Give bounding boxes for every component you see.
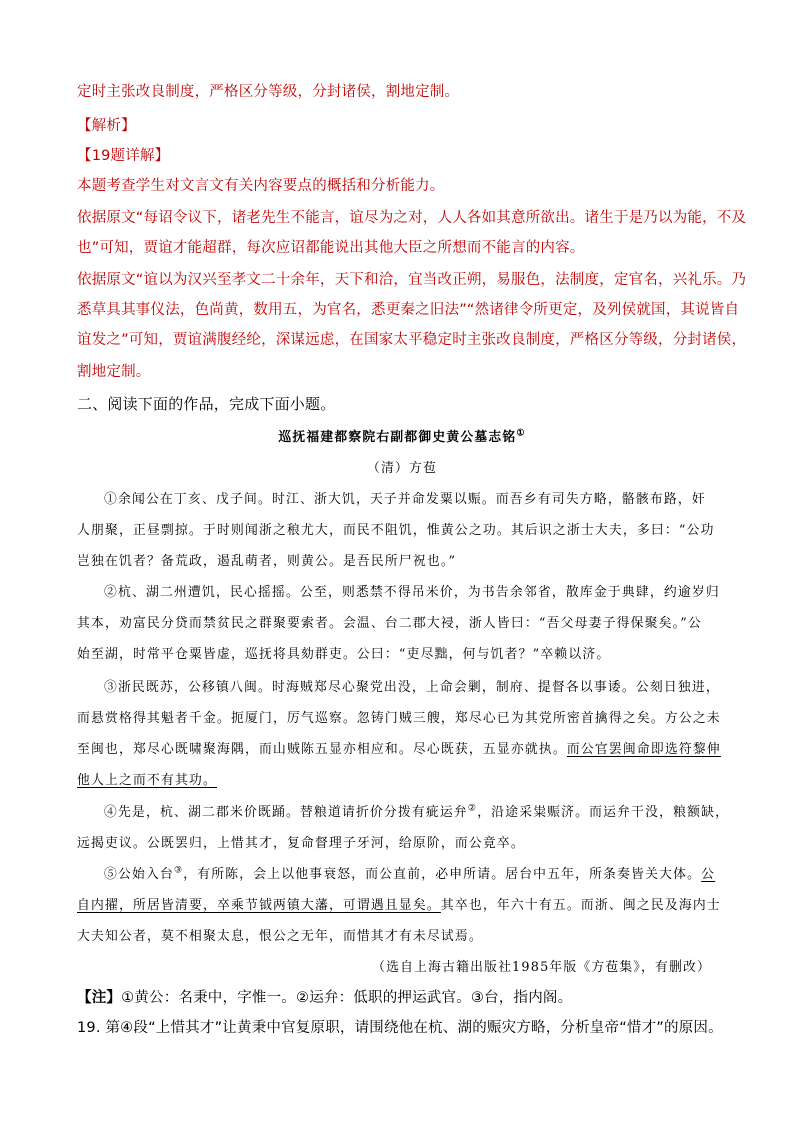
article-p5-line3: 大夫知公者，莫不相聚太息，恨公之无年，而惜其才有未尽试焉。 [77,929,483,944]
q19-para2-line3: 谊发之”可知，贾谊满腹经纶，深谋远虑，在国家太平稳定时主张改良制度，严格区分等级，分封诸侯， [77,332,747,348]
q19-para1-line2: 也”可知，贾谊才能超群，每次应诏都能说出其他大臣之所想而不能言的内容。 [77,240,585,256]
article-source: （选自上海古籍出版社1985年版《方苞集》，有删改） [372,960,711,975]
q19-heading: 【19题详解】 [77,148,170,164]
article-p3-underlined-b: 他人上之而不有其功。 [77,773,217,788]
article-p3-line1: ③浙民既苏，公移镇八闽。时海贼郑尽心聚党出没，上命会剿，制府、提督各以事诿。公刻日独进， [104,680,720,695]
article-p5-line2 [77,896,727,916]
q19-intro: 本题考查学生对文言文有关内容要点的概括和分析能力。 [77,178,445,194]
article-p2-line1: ②杭、湖二州遭饥，民心摇摇。公至，则悉禁不得吊米价，为书告余邻省，散库金于典肆，约逾岁归 [104,585,720,600]
article-p3-line2: 而悬赏格得其魁者千金。扼厦门，厉气巡察。忽铸门贼三艘，郑尽心已为其党所密首擒得之矣。方公之未 [77,711,721,726]
q19-para2-line1: 依据原文“谊以为汉兴至孝文二十余年，天下和洽，宜当改正朔，易服色，法制度，定官名，兴礼乐。乃 [77,272,747,288]
article-p5-line2-b: 其卒也，年六十有五。而浙、闽之民及海内士 [440,898,721,913]
notes-text: ①黄公：名秉中，字惟一。②运弁：低职的押运武官。③台，指内阁。 [121,990,573,1006]
notes [77,988,727,1008]
article-p5-note: ③ [173,865,184,876]
article-p5-line1-a: ⑤公始入台 [104,867,174,882]
question-19: 19. 第④段“上惜其才”让黄秉中官复原职，请围绕他在杭、湖的赈灾方略，分析皇帝“惜才”的原因。 [77,1020,723,1036]
article-p2-line2: 其本，劝富民分贷而禁贫民之群聚要索者。会温、台二郡大祲，浙人皆曰：“吾父母妻子得保聚矣。”公 [77,616,702,631]
article-p4-line1 [104,803,754,823]
analysis-heading: 【解析】 [77,118,136,134]
article-p3-line3 [77,740,727,760]
q19-para2-line4: 割地定制。 [77,364,151,380]
notes-label: 【注】 [77,990,122,1006]
article-p1-line3: 岂独在饥者？备荒政，遏乱萌者，则黄公。是吾民所尸祝也。” [77,554,457,569]
article-title-note: ① [516,428,526,439]
article-p5-underlined-a: 公 [701,867,716,882]
article-p3-line3-a: 至闽也，郑尽心既啸聚海隅，而山贼陈五显亦相应和。尽心既获，五显亦就执。 [77,742,567,757]
article-p4-line2: 远揭吏议。公既罢归，上惜其才，复命督理子牙河，给原阶，而公竟卒。 [77,836,525,851]
article-title-text: 巡抚福建都察院右副都御史黄公墓志铭 [278,430,517,445]
article-author: （清）方苞 [367,461,437,476]
answer-tail: 定时主张改良制度，严格区分等级，分封诸侯，割地定制。 [77,84,460,100]
q19-para1-line1: 依据原文“每诏令议下，诸老先生不能言，谊尽为之对，人人各如其意所欲出。诸生于是乃以为能，不及 [77,210,747,226]
article-p3-line4 [77,771,727,791]
article-p3-underlined-a: 而公官罢闽命即选符黎伸 [566,742,721,757]
article-p1-line2: 人朋聚，正昼剽掠。于时则闻浙之稂尤大，而民不阻饥，惟黄公之功。其后识之浙士大夫，多曰：“公功 [77,523,715,538]
section2-heading: 二、阅读下面的作品，完成下面小题。 [77,395,336,413]
article-p4-line1-a: ④先是，杭、湖二郡米价既踊。替粮道请折价分拨有疵运弁 [104,805,468,820]
article-title [77,428,727,448]
article-p1-line1: ①余闻公在丁亥、戊子间。时江、浙大饥，天子并命发粟以赈。而吾乡有司失方略，骼骸布路，奸 [104,492,706,507]
article-p5-underlined-b: 自内擢，所居皆清要，卒乘节钺两镇大藩，可谓遇且显矣。 [77,898,441,913]
article-p4-line1-b: ，沿途采粜赈济。而运弁干没，粮额缺， [477,805,730,820]
article-p4-note: ② [467,803,478,814]
article-p5-line1-b: ，有所陈，会上以他事衰怒，而公直前，必申所请。居台中五年，所条奏皆关大体。 [183,867,702,882]
article-p2-line3: 始至湖，时常平仓粟皆虚，巡抚将具劾群吏。公曰：“吏尽黜，何与饥者？”卒赖以济。 [77,647,611,662]
article-p5-line1 [104,865,754,885]
q19-para2-line2: 悉草具其事仪法，色尚黄，数用五，为官名，悉更秦之旧法”“然诸律令所更定，及列侯就国，其说皆自 [77,302,740,318]
